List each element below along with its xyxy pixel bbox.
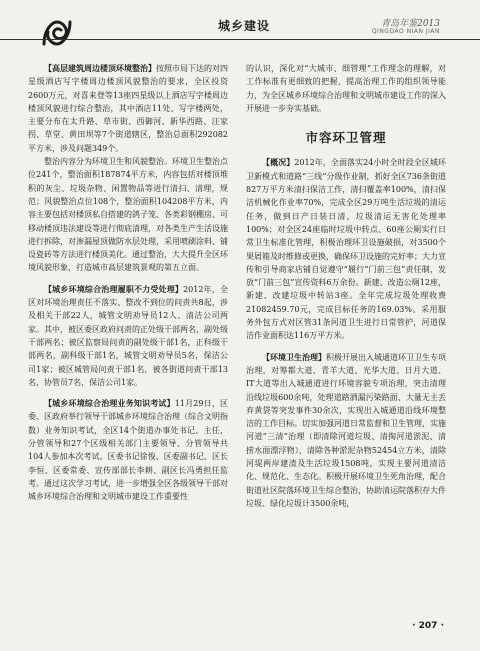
paragraph-text: 按照市局下达的对四星级酒店写字楼周边楼顶风貌整治的要求，全区投资2600万元，对喜来登等13座四星级以上酒店写字楼周边楼顶风貌进行综合整治，其中酒店11处、写字楼两处，主要分布在太升路、草市街、西御河、新华西路、汪家拐、草堂、黄田坝等7个街道辖区，整治总面积292082平方米，涉及问题349个。 [28,64,228,153]
paragraph-text: 的认识，深化对“大城市、细管理”工作理念的理解，对工作标准有更细致的把握，提高治理工作的组织领导能力，为全区城乡环境综合治理和文明城市建设工作的深入开展进一步夯实基础。 [246,64,446,113]
paragraph-text: 2012年，全面落实24小时全时段全区城环卫新模式和道路“三线”分级作业制，抓好全区736条街道827万平方米清扫保洁工作，清扫覆盖率100%，清扫保洁机械化作业率70%，完成全区29万吨生活垃圾的清运任务，做到日产日装日清，垃圾清运无害化处理率100%；对全区24座临时垃圾中转点、60座公厕实行日常卫生标准化管理，积极治理环卫设施破损，对3500个果屑箱及时维修或更换，确保环卫设施的完好率；大力宣传和引导商家店铺自觉遵守“履行“门前三包”责任制，发放“门前三包”宣传资料6万余份。新建、改造公厕12座，新建、改建垃圾中转站3座。全年完成垃圾处理收费21082459.70元，完成目标任务的169.03%。采用服务外包方式对区管31条河道卫生进行日常管护，河道保洁作业面积达116万平方米。 [246,158,446,341]
paragraph-text: 11月29日，区委、区政府举行领导干部城乡环境综合治理（综合文明指数）业务知识考试，全区14个街道办事处书记、主任，分管领导和27个区级相关部门主要领导、分管领导共104人参加本次考试。区委书记徐俊、区委副书记、区长李恒、区委常委、宣传部部长李耕、副区长冯勇担任监考。通过这次学习考试，进一步增强全区各级领导干部对城乡环境综合治理和文明城市建设工作重要性 [28,399,229,502]
paragraph-keyword: 【高层建筑周边楼顶环境整治】 [44,64,156,73]
right-column [246,62,446,510]
paragraph-text: 2012年，全区对环境治理责任不落实、整改不到位的问责共8起，涉及相关干部22人，城管文明劝导员12人、清洁公司两家。其中，被区委区政府问责的正处级干部两名，副处级干部两名；被区监察局问责的副处级干部1名，正科级干部两名，副科级干部1名，城管文明劝导员5名，保洁公司1家；被区城管局问责干部1名，被各街道问责干部13名，协管员7名，保洁公司1家。 [28,284,228,387]
yearbook-title-en: QINGDAO NIAN JIAN [371,28,440,35]
paragraph-keyword: 【概况】 [262,158,295,168]
paragraph-text: 积极开展出入城通道环卫卫生专项治理，对筹都大道、青羊大道、光华大道、日月大道、IT大道等出入城通道进行环境容貌专项治理，突击清理沿线垃圾600余吨，处理道路洒漏污染路面、大量无主丢弃黄袋等突发事件30余次，实现出入城通道沿线环境整洁的工作目标。切实加强河道日常监督和卫生管理，实施河道“三清”治理（即清除河道垃圾、清掏河道淤泥、清捞水面漂浮物），清除各种淤泥杂物52454立方米，清除河堤两岸建渣及生活垃圾1508吨，实现主要河道清洁化、规范化、生态化。积极开展环境卫生死角治理，配合街道社区院落环境卫生综合整治，协助清运院落积存大件垃圾、绿化垃圾计3500余吨， [246,352,446,508]
section-title: 城乡建设 [218,19,271,33]
page-header [0,0,480,58]
paragraph [246,156,446,342]
paragraph-text: 整治内容分为环境卫生和风貌整治。环境卫生整治点位241个，整治面积187874平方米，内容包括对楼顶堆积的灰尘、垃圾杂物、闲置物品等进行清扫、清理，规范；风貌整治点位108个，整治面积104208平方米，内容主要包括对楼顶私自搭建的鸽子笼、各类彩钢棚房、可移动楼顶违法建设等进行彻底清理，对各类生产生活设施进行拆除，对渗漏屋顶做防水层处理，采用喷刷涂料、铺设瓷砖等方法进行楼顶美化。通过整治，大大提升全区环境风貌形象，打造城市高层建筑景观的第五立面。 [28,157,228,273]
paragraph [246,351,446,511]
city-logo-icon [40,16,74,50]
paragraph [246,62,446,115]
chapter-title: 市容环卫管理 [305,130,387,146]
left-column [28,62,228,504]
paragraph [28,283,228,389]
paragraph-keyword: 【城乡环境综合治理业务知识考试】 [44,399,175,409]
header-rule [0,39,480,40]
paragraph [28,62,228,155]
page-number: · 207 · [412,621,444,631]
yearbook-title: 青岛年鉴2013 [381,19,440,29]
paragraph [28,397,228,503]
paragraph [28,155,228,275]
paragraph-keyword: 【环境卫生治理】 [262,352,326,362]
paragraph-keyword: 【城乡环境综合治理履职不力受处理】 [44,284,184,294]
